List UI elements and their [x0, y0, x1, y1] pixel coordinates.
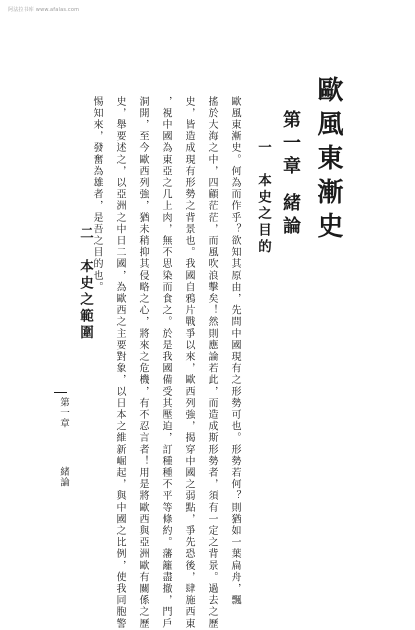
page-number-mark: [54, 392, 67, 393]
chapter-number: 第一章: [280, 110, 301, 179]
paragraph-line: 史，皆造成現有形勢之背景也。我國自鴉片戰爭以來，歐西列強，揭穿中國之弱點，爭先恐後，肆施西東: [183, 96, 194, 630]
section-heading-scope: 二 本史之範圍: [77, 226, 93, 342]
watermark: 阿法拉书库 www.afalas.com: [8, 7, 80, 13]
running-head: [56, 397, 70, 488]
chapter-name: 緒論: [280, 193, 301, 239]
running-head-chapter: 第一章: [58, 397, 69, 429]
paragraph-line: 洞開，至今歐西列強，猶未稍抑其侵略之心，將來之危機，有不忍言者！用是將歐西與亞洲歐有關係之歷: [137, 96, 148, 630]
running-head-name: 緒論: [58, 466, 69, 488]
paragraph-line: 搖於大海之中，四顧茫茫，而風吹浪擊矣！然則應論若此，而造成斯形勢者，須有一定之背景。過去之歷: [206, 96, 217, 630]
page-title: 歐風東漸史: [313, 76, 343, 246]
paragraph-line: ，視中國為東亞之几上肉，無不思染而食之。於是我國備受其壓迫，訂種種不平等條約。藩籬盡撤，門戶: [160, 96, 171, 630]
chapter-heading: [277, 110, 303, 239]
paragraph-line: 史，舉要述之，以亞洲之中日二國，為歐西之主要對象，以日本之維新崛起，與中國之比例，使我同胞警: [114, 96, 125, 630]
section-heading-purpose: 一 本史之目的: [255, 140, 271, 256]
paragraph-line: 歐風東漸史。何為而作乎？欲知其原由，先問中國現有之形勢可也。形勢若何？則猶如一葉扁舟，飄: [229, 96, 240, 607]
paragraph-line: 惕知來，發奮為雄者，是吾之目的也。: [91, 96, 102, 294]
